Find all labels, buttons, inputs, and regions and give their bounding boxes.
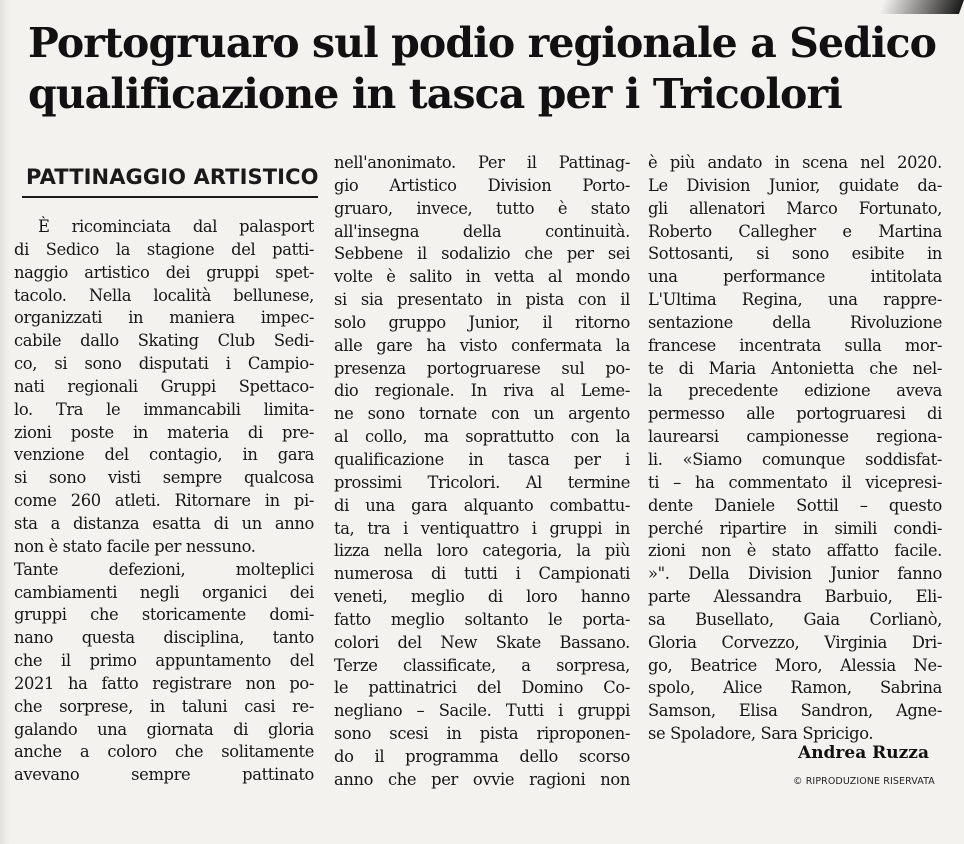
article-text-line: lo. Tra le immancabili limita- (14, 399, 314, 419)
article-text-line: una performance intitolata (648, 267, 942, 287)
article-text-line: francese incentrata sulla mor- (648, 335, 942, 355)
article-text-line: li. «Siamo comunque soddisfat- (648, 449, 942, 469)
article-text-line: Samson, Elisa Sandron, Agne- (648, 701, 942, 721)
article-text-line: Le Division Junior, guidate da- (648, 175, 942, 195)
article-text-line: nati regionali Gruppi Spettaco- (14, 376, 314, 396)
page-edge-shadow (0, 0, 10, 844)
article-text-line: gruaro, invece, tutto è stato (334, 198, 630, 218)
article-text-line: volte è salito in vetta al mondo (334, 267, 630, 287)
article-text-line: organizzati in maniera impec- (14, 308, 314, 328)
article-text-line: nell'anonimato. Per il Pattinag- (334, 153, 630, 172)
article-text-line: sono scesi in pista riproponen- (334, 724, 630, 744)
article-text-line: anche a coloro che solitamente (14, 742, 314, 762)
article-text-line: go, Beatrice Moro, Alessia Ne- (648, 655, 942, 675)
article-text-line: avevano sempre pattinato (14, 765, 314, 785)
article-text-line: co, si sono disputati i Campio- (14, 354, 314, 374)
article-text-line: perché ripartire in simili condi- (648, 518, 942, 538)
article-text-line: »". Della Division Junior fanno (648, 564, 942, 584)
section-label: PATTINAGGIO ARTISTICO (26, 165, 319, 189)
article-text-line: gio Artistico Division Porto- (334, 175, 630, 195)
article-text-line: qualificazione in tasca per i (334, 449, 630, 469)
article-text-line: permesso alle portogruaresi di (648, 404, 942, 424)
article-text-line: È ricominciata dal palasport (38, 217, 314, 236)
article-text-line: ne sono tornate con un argento (334, 404, 630, 424)
article-text-line: numerosa di tutti i Campionati (334, 564, 630, 584)
article-text-line: cabile dallo Skating Club Sedi- (14, 331, 314, 351)
article-text-line: sentazione della Rivoluzione (648, 312, 942, 332)
article-text-line: cambiamenti negli organici dei (14, 582, 314, 602)
article-text-line: ta, tra i ventiquattro i gruppi in (334, 518, 630, 538)
article-text-line: veneti, meglio di loro hanno (334, 587, 630, 607)
article-text-line: sta a distanza esatta di un anno (14, 513, 314, 533)
article-text-line: la precedente edizione aveva (648, 381, 942, 401)
article-text-line: all'insegna della continuità. (334, 221, 630, 241)
article-text-line: le pattinatrici del Domino Co- (334, 678, 630, 698)
article-text-line: di Sedico la stagione del patti- (14, 239, 314, 259)
copyright-notice: © RIPRODUZIONE RISERVATA (793, 776, 935, 787)
article-text-line: che il primo appuntamento del (14, 651, 314, 671)
article-text-line: colori del New Skate Bassano. (334, 632, 630, 652)
article-text-line: fatto meglio soltanto le porta- (334, 609, 630, 629)
article-text-line: zioni poste in materia di pre- (14, 422, 314, 442)
article-text-line: prossimi Tricolori. Al termine (334, 472, 630, 492)
section-rule (22, 196, 318, 198)
page-corner-shadow (879, 0, 964, 14)
article-text-line: Tante defezioni, molteplici (14, 559, 314, 579)
article-text-line: do il programma dello scorso (334, 746, 630, 766)
article-text-line: spolo, Alice Ramon, Sabrina (648, 678, 942, 698)
article-text-line: te di Maria Antonietta che nel- (648, 358, 942, 378)
article-text-line: dio regionale. In riva al Leme- (334, 381, 630, 401)
article-text-line: negliano – Sacile. Tutti i gruppi (334, 701, 630, 721)
article-text-line: gruppi che storicamente domi- (14, 605, 314, 625)
article-text-line: è più andato in scena nel 2020. (648, 153, 942, 172)
article-text-line: dente Daniele Sottil – questo (648, 495, 942, 515)
article-text-line: lizza nella loro categoria, la più (334, 541, 630, 561)
article-text-line: Sottosanti, si sono esibite in (648, 244, 942, 264)
article-text-line: si sono visti sempre qualcosa (14, 468, 314, 488)
article-column-3 (648, 152, 942, 746)
article-text-line: naggio artistico dei gruppi spet- (14, 262, 314, 282)
article-byline: Andrea Ruzza (798, 743, 929, 763)
article-text-line: Sebbene il sodalizio che per sei (334, 244, 630, 264)
article-text-line: non è stato facile per nessuno. (14, 536, 256, 556)
article-text-line: ti – ha commentato il vicepresi- (648, 472, 942, 492)
headline-line: qualificazione in tasca per i Tricolori (28, 70, 842, 118)
article-text-line: Terze classificate, a sorpresa, (334, 655, 630, 675)
article-text-line: nano questa disciplina, tanto (14, 628, 314, 648)
article-text-line: si sia presentato in pista con il (334, 290, 630, 310)
article-text-line: laurearsi campionesse regiona- (648, 427, 942, 447)
article-text-line: solo gruppo Junior, il ritorno (334, 312, 630, 332)
article-text-line: al collo, ma soprattutto con la (334, 427, 630, 447)
article-text-line: 2021 ha fatto registrare non po- (14, 673, 314, 693)
article-text-line: Gloria Corvezzo, Virginia Dri- (648, 632, 942, 652)
article-text-line: presenza portogruarese sul po- (334, 358, 630, 378)
article-text-line: gli allenatori Marco Fortunato, (648, 198, 942, 218)
article-text-line: Roberto Callegher e Martina (648, 221, 942, 241)
article-text-line: alle gare ha visto confermata la (334, 335, 630, 355)
article-text-line: sa Busellato, Gaia Corlianò, (648, 609, 942, 629)
article-text-line: che sorprese, in taluni casi re- (14, 696, 314, 716)
article-text-line: tacolo. Nella località bellunese, (14, 285, 314, 305)
headline-line: Portogruaro sul podio regionale a Sedico (28, 19, 937, 67)
article-text-line: venzione del contagio, in gara (14, 445, 314, 465)
article-headline (28, 18, 938, 120)
article-text-line: zioni non è stato affatto facile. (648, 541, 942, 561)
article-text-line: come 260 atleti. Ritornare in pi- (14, 491, 314, 511)
article-text-line: di una gara alquanto combattu- (334, 495, 630, 515)
article-text-line: parte Alessandra Barbuio, Eli- (648, 587, 942, 607)
article-text-line: se Spoladore, Sara Spricigo. (648, 724, 874, 744)
article-column-2 (334, 152, 630, 792)
article-text-line: galando una giornata di gloria (14, 719, 314, 739)
article-column-1 (14, 216, 314, 787)
article-text-line: L'Ultima Regina, una rappre- (648, 290, 942, 310)
article-text-line: anno che per ovvie ragioni non (334, 769, 630, 789)
